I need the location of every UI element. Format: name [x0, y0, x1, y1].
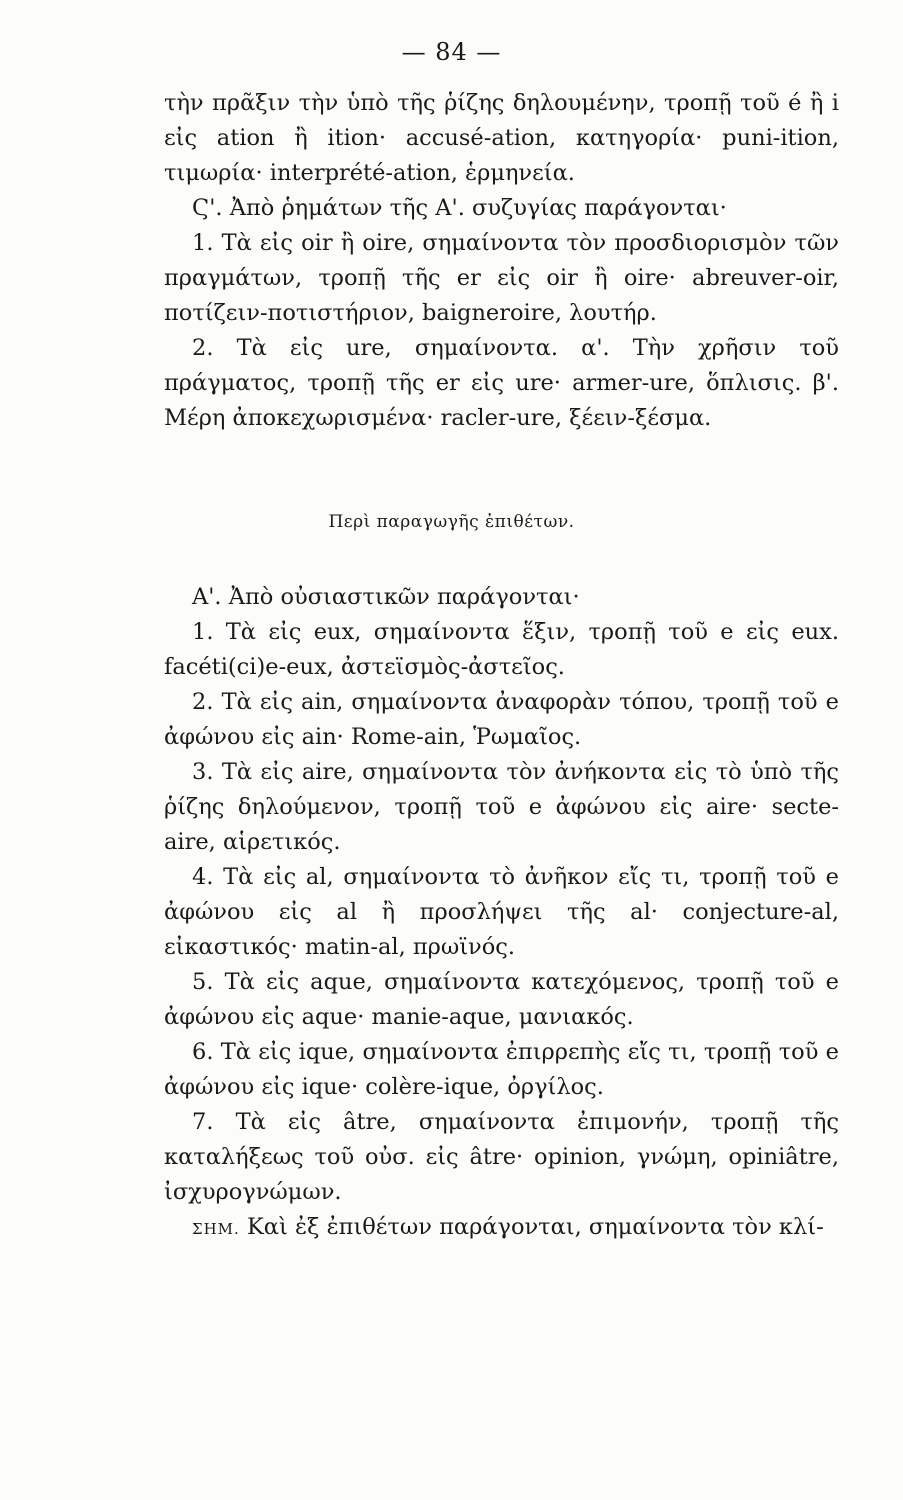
page-number: — 84 — [401, 38, 502, 66]
text-block-lower [164, 580, 839, 1247]
paragraph: 5. Τὰ εἰς aque, σημαίνοντα κατεχόμενος, τροπῇ τοῦ e ἀφώνου εἰς aque· manie-aque, μανιακός. [164, 969, 839, 1030]
paragraph: 1. Τὰ εἰς oir ἢ oire, σημαίνοντα τὸν προσδιορισμὸν τῶν πραγμάτων, τροπῇ τῆς er εἰς oir ἢ oire· abreuver-oir, ποτίζειν-ποτιστήριον, baigneroire, λουτήρ. [164, 230, 839, 326]
paragraph: 7. Τὰ εἰς âtre, σημαίνοντα ἐπιμονήν, τροπῇ τῆς καταλήξεως τοῦ οὐσ. εἰς âtre· opinion, γνώμη, opiniâtre, ἰσχυρογνώμων. [164, 1109, 839, 1205]
note-text: Καὶ ἐξ ἐπιθέτων παράγονται, σημαίνοντα τὸν κλί- [246, 1214, 824, 1240]
text-block-upper [164, 86, 839, 436]
note-label: ΣΗΜ. [192, 1220, 240, 1238]
paragraph: 6. Τὰ εἰς ique, σημαίνοντα ἐπιρρεπὴς εἴς τι, τροπῇ τοῦ e ἀφώνου εἰς ique· colère-ique, ὀργίλος. [164, 1039, 839, 1100]
paragraph: 4. Τὰ εἰς al, σημαίνοντα τὸ ἀνῆκον εἴς τι, τροπῇ τοῦ e ἀφώνου εἰς al ἢ προσλήψει τῆς al· conjecture-al, εἰκαστικός· matin-al, πρωϊνός. [164, 864, 839, 960]
paragraph: Α'. Ἀπὸ οὐσιαστικῶν παράγονται· [192, 584, 580, 610]
paragraph: Ϛ'. Ἀπὸ ῥημάτων τῆς Α'. συζυγίας παράγονται· [192, 195, 727, 221]
section-heading: Περὶ παραγωγῆς ἐπιθέτων. [328, 512, 575, 532]
paragraph: 1. Τὰ εἰς eux, σημαίνοντα ἕξιν, τροπῇ τοῦ e εἰς eux. facéti(ci)e-eux, ἀστεϊσμὸς-ἀστεῖος. [164, 619, 839, 680]
note-paragraph [164, 1210, 839, 1247]
paragraph: 2. Τὰ εἰς ure, σημαίνοντα. α'. Τὴν χρῆσιν τοῦ πράγματος, τροπῇ τῆς er εἰς ure· armer-ure, ὅπλισις. β'. Μέρη ἀποκεχωρισμένα· racler-ure, ξέειν-ξέσμα. [164, 335, 839, 431]
paragraph: τὴν πρᾶξιν τὴν ὑπὸ τῆς ῥίζης δηλουμένην, τροπῇ τοῦ é ἢ i εἰς ation ἢ ition· accusé-ation, κατηγορία· puni-ition, τιμωρία· interprété-ation, ἑρμηνεία. [164, 90, 839, 186]
paragraph: 2. Τὰ εἰς ain, σημαίνοντα ἀναφορὰν τόπου, τροπῇ τοῦ e ἀφώνου εἰς ain· Rome-ain, Ῥωμαῖος. [164, 689, 839, 750]
paragraph: 3. Τὰ εἰς aire, σημαίνοντα τὸν ἀνήκοντα εἰς τὸ ὑπὸ τῆς ῥίζης δηλούμενον, τροπῇ τοῦ e ἀφώνου εἰς aire· secte-aire, αἱρετικός. [164, 759, 839, 855]
